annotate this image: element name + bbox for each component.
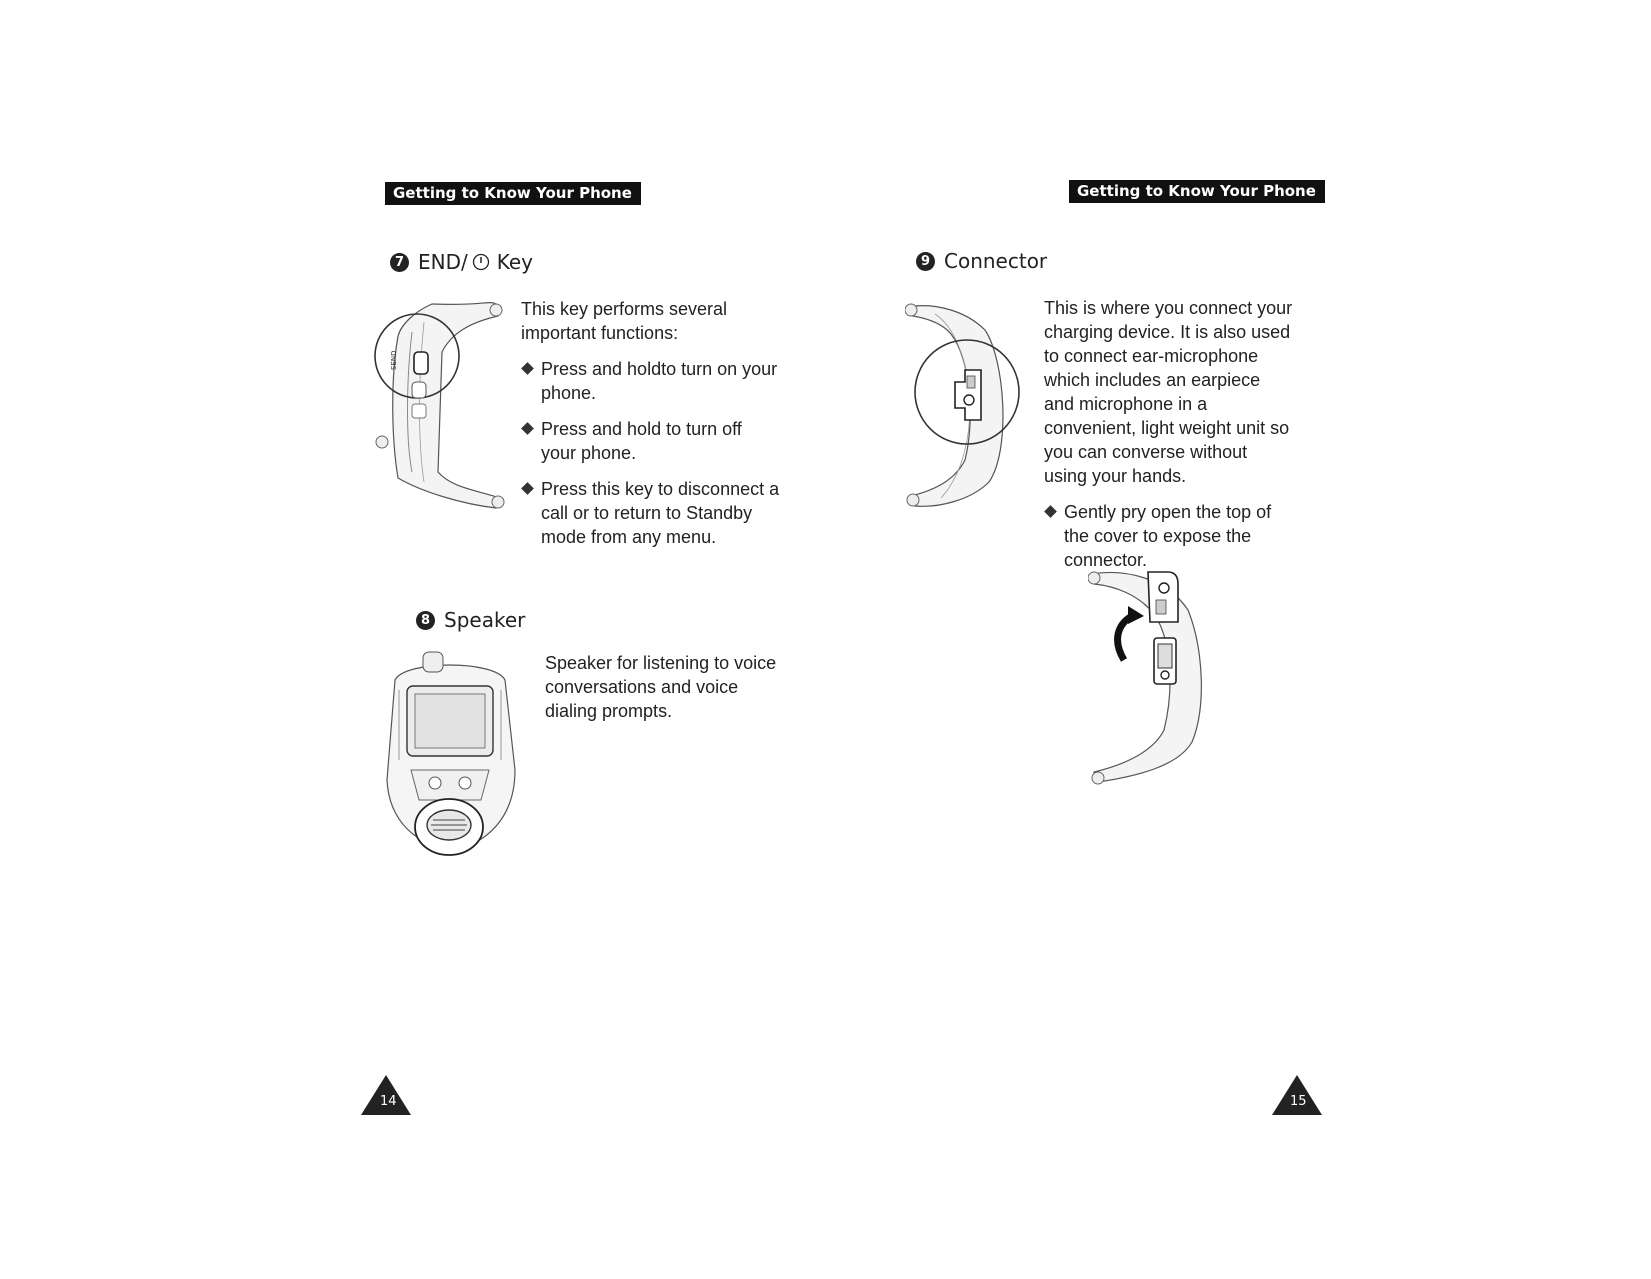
list-item: Press this key to disconnect a call or to return to Standby mode from any menu. (521, 477, 781, 549)
speaker-description (545, 651, 795, 723)
number-badge: 7 (390, 253, 409, 272)
end-key-illustration (372, 292, 512, 512)
power-icon (472, 253, 490, 271)
section-tab-right: Getting to Know Your Phone (1069, 180, 1325, 203)
end-key-title-prefix: END/ (418, 250, 468, 274)
end-key-intro: This key performs several important functions: (521, 299, 728, 343)
speaker-heading (416, 608, 525, 632)
bullet-diamond-icon (521, 422, 534, 435)
page-number-right: 15 (1290, 1094, 1307, 1109)
list-item: Gently pry open the top of the cover to expose the connector. (1044, 500, 1294, 572)
end-key-bullet-list (521, 357, 781, 549)
speaker-title: Speaker (444, 608, 526, 632)
bullet-diamond-icon (521, 362, 534, 375)
speaker-illustration (375, 650, 525, 865)
connector-description (1044, 296, 1294, 584)
bullet-diamond-icon (1044, 505, 1057, 518)
list-item: Press and holdto turn on your phone. (521, 357, 781, 405)
bullet-diamond-icon (521, 482, 534, 495)
section-tab-left: Getting to Know Your Phone (385, 182, 641, 205)
connector-heading (916, 249, 1047, 273)
list-item: Press and hold to turn off your phone. (521, 417, 781, 465)
svg-text:SEND: SEND (390, 350, 398, 370)
end-key-heading (390, 250, 533, 274)
end-key-title-suffix: Key (496, 250, 534, 274)
connector-title: Connector (944, 249, 1048, 273)
cover-open-illustration (1088, 560, 1218, 790)
number-badge: 8 (416, 611, 435, 630)
connector-text: This is where you connect your charging device. It is also used to connect ear-microphone which includes an earpiece and microphone in a convenient, light weight unit so you can converse without using your hands. (1044, 298, 1293, 486)
number-badge: 9 (916, 252, 935, 271)
page-number-left: 14 (380, 1094, 397, 1109)
speaker-text: Speaker for listening to voice conversations and voice dialing prompts. (545, 653, 777, 721)
end-key-description (521, 297, 781, 561)
connector-illustration (905, 300, 1035, 515)
